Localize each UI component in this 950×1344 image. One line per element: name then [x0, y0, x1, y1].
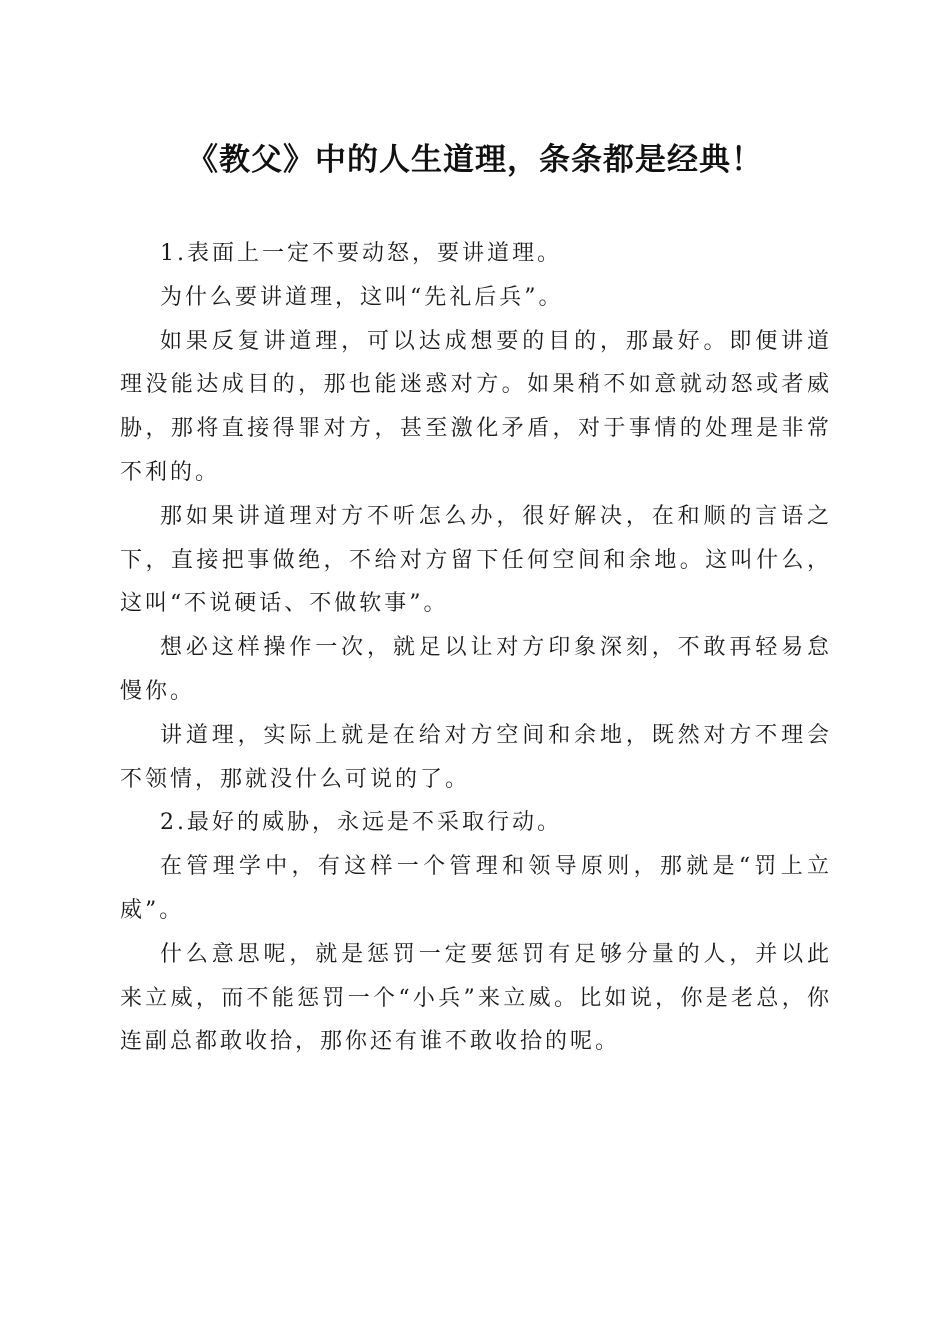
paragraph: 那如果讲道理对方不听怎么办，很好解决，在和顺的言语之下，直接把事做绝，不给对方留下任何空间和余地。这叫什么，这叫“不说硬话、不做软事”。: [120, 503, 832, 617]
paragraph: 什么意思呢，就是惩罚一定要惩罚有足够分量的人，并以此来立威，而不能惩罚一个“小兵”来立威。比如说，你是老总，你连副总都敢收拾，那你还有谁不敢收拾的呢。: [120, 941, 832, 1055]
paragraph: 为什么要讲道理，这叫“先礼后兵”。: [160, 284, 564, 310]
paragraph: 在管理学中，有这样一个管理和领导原则，那就是“罚上立威”。: [120, 854, 832, 923]
document-body: [120, 232, 832, 1064]
paragraph: 1.表面上一定不要动怒，要讲道理。: [160, 241, 562, 266]
paragraph: 讲道理，实际上就是在给对方空间和余地，既然对方不理会不领情，那就没什么可说的了。: [120, 722, 832, 792]
document-title: 《教父》中的人生道理，条条都是经典！: [187, 142, 763, 178]
paragraph: 2.最好的威胁，永远是不采取行动。: [160, 810, 562, 836]
paragraph: 如果反复讲道理，可以达成想要的目的，那最好。即便讲道理没能达成目的，那也能迷惑对方。如果稍不如意就动怒或者威胁，那将直接得罪对方，甚至激化矛盾，对于事情的处理是非常不利的。: [120, 328, 832, 485]
paragraph: 想必这样操作一次，就足以让对方印象深刻，不敢再轻易怠慢你。: [120, 635, 832, 704]
